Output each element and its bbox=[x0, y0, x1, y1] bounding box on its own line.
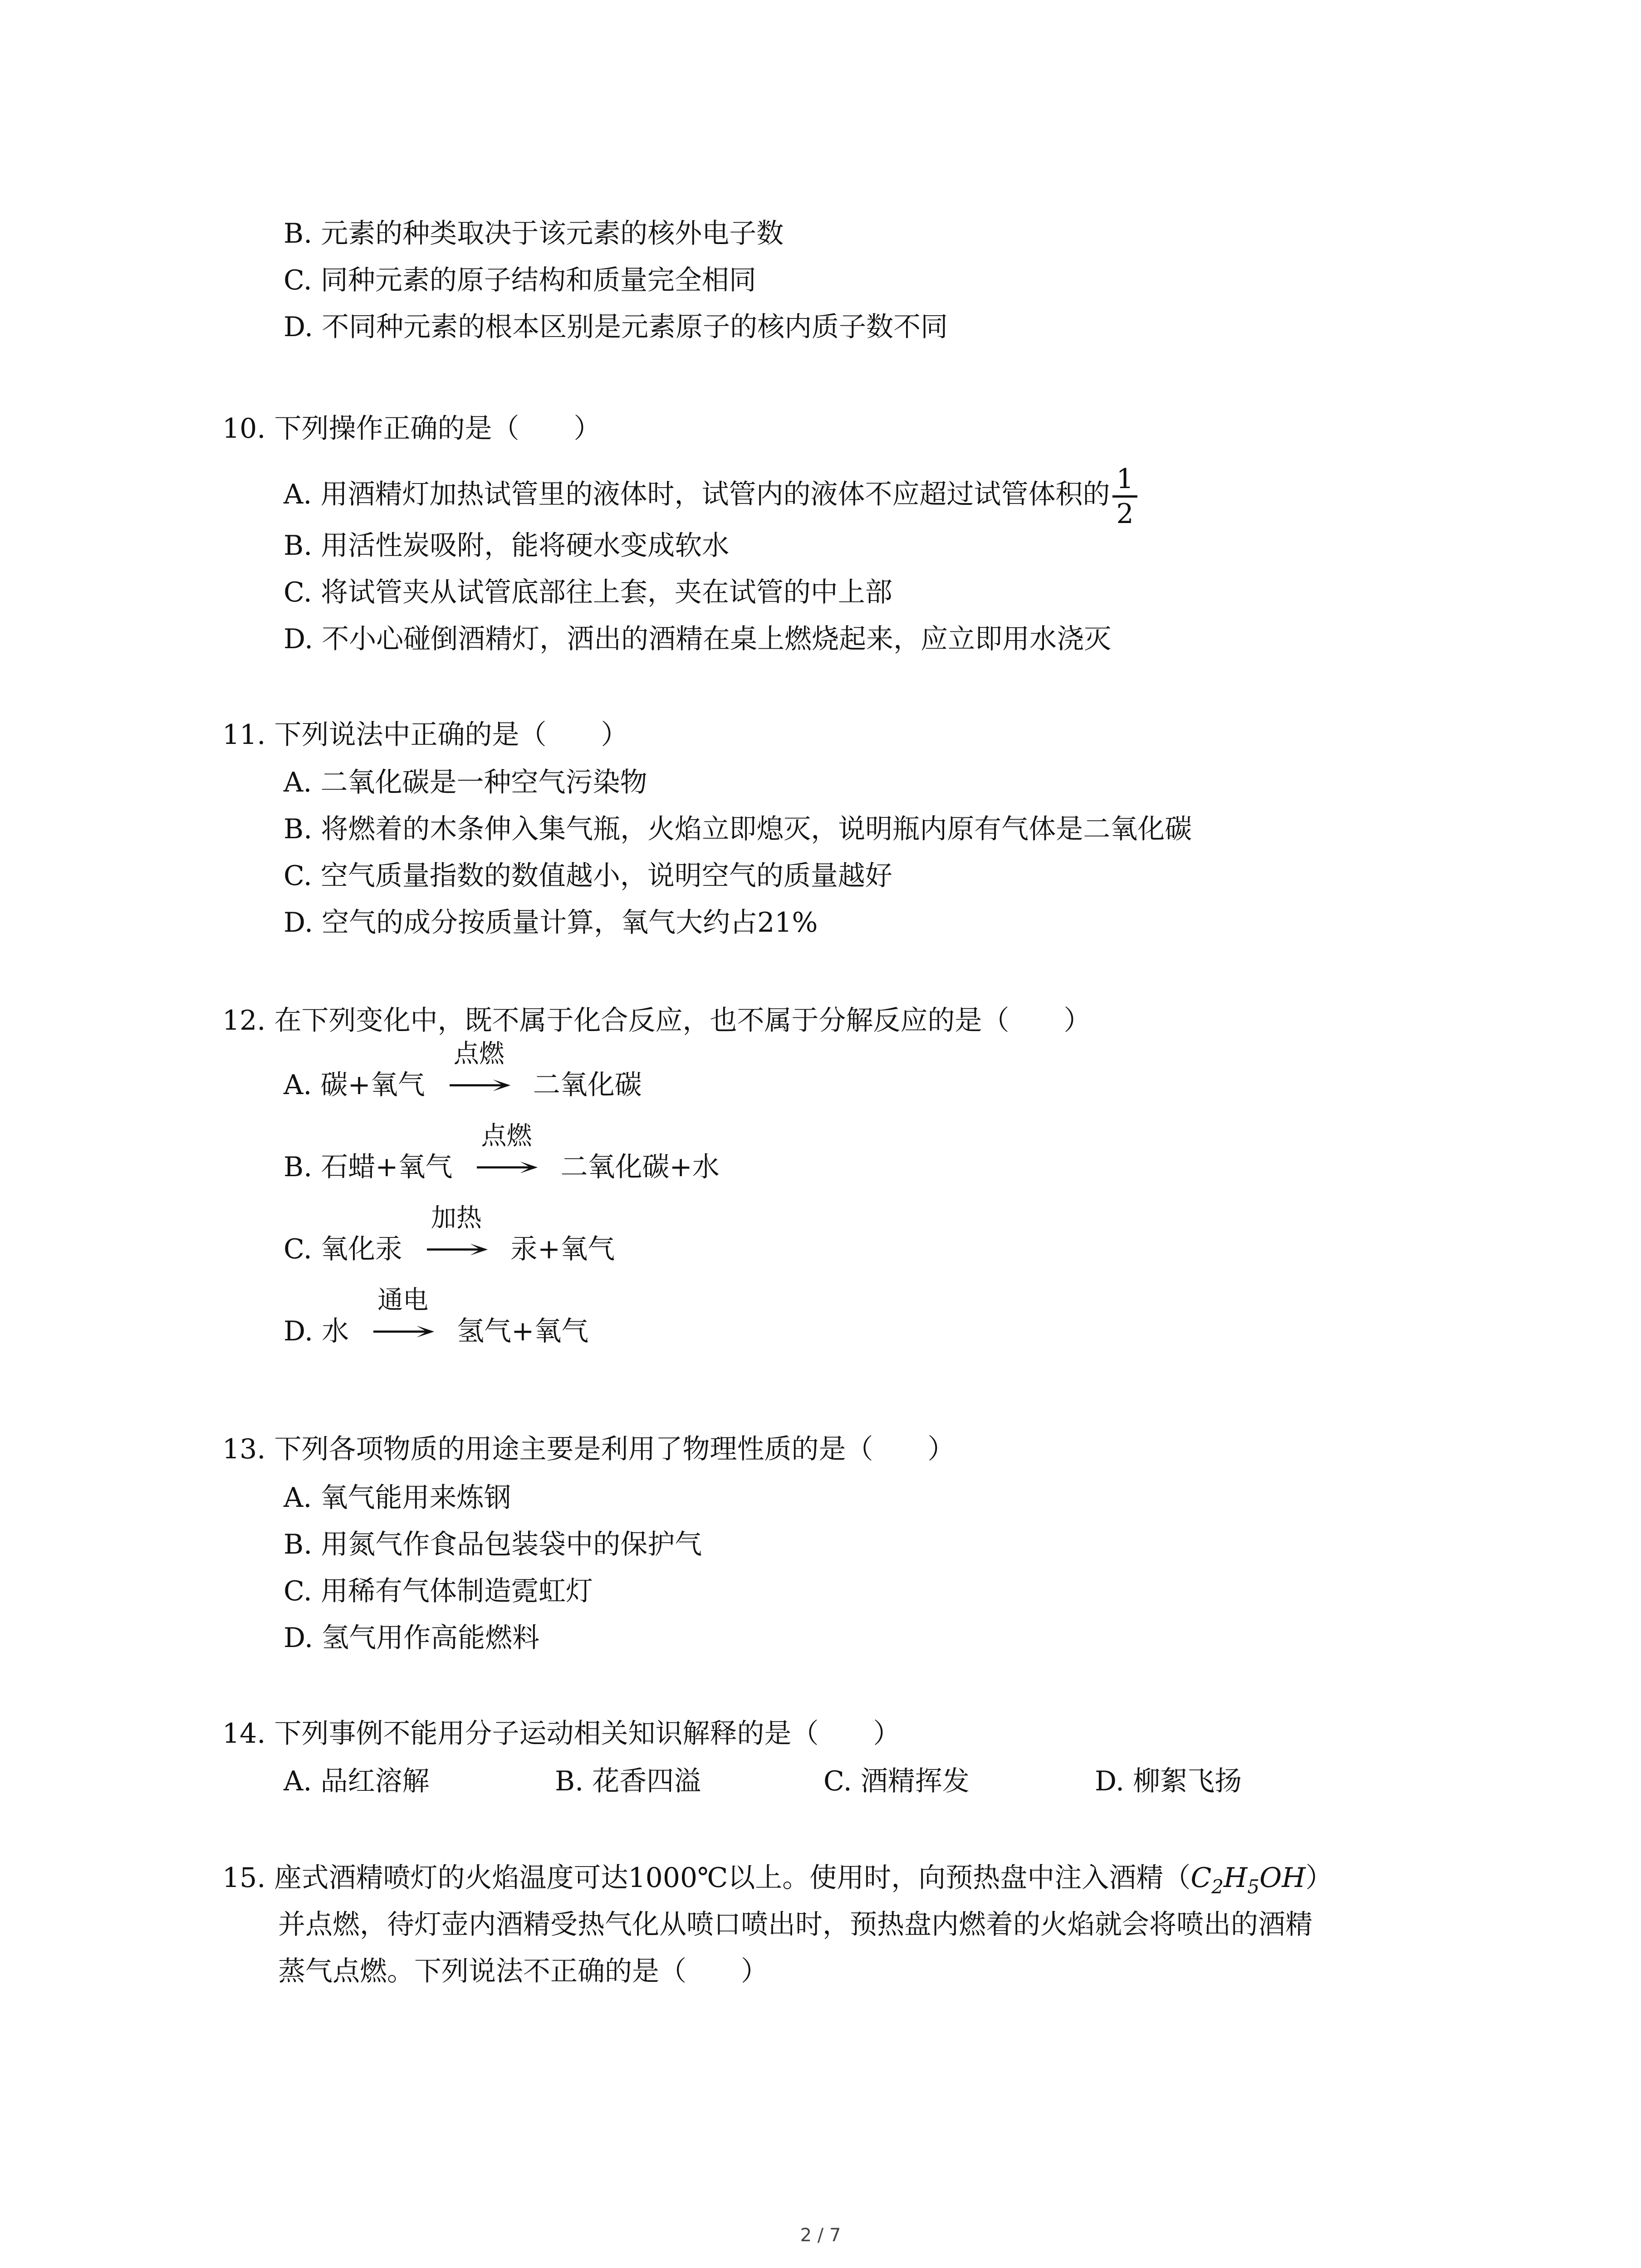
fraction-numerator: 1 bbox=[1112, 463, 1137, 498]
q15-line-1 bbox=[222, 1860, 1333, 1905]
q12-c-products: 汞+氧气 bbox=[510, 1233, 615, 1265]
q10-option-d: D. 不小心碰倒酒精灯，洒出的酒精在桌上燃烧起来，应立即用水浇灭 bbox=[284, 623, 1112, 655]
q9-option-b: B. 元素的种类取决于该元素的核外电子数 bbox=[284, 218, 784, 249]
q12-option-c bbox=[284, 1203, 615, 1267]
formula-hydrogen: H bbox=[1223, 1862, 1248, 1894]
q12-b-products: 二氧化碳+水 bbox=[560, 1151, 720, 1183]
q15-line-1-close: ） bbox=[1305, 1862, 1333, 1894]
fraction-one-half bbox=[1112, 463, 1137, 530]
formula-carbon: C bbox=[1190, 1862, 1212, 1894]
reaction-condition: 加热 bbox=[431, 1203, 482, 1233]
q12-c-reactants: C. 氧化汞 bbox=[284, 1233, 402, 1265]
q12-stem: 12. 在下列变化中，既不属于化合反应，也不属于分解反应的是（ ） bbox=[222, 1005, 1091, 1036]
q12-b-reactants: B. 石蜡+氧气 bbox=[284, 1151, 453, 1183]
q13-option-c: C. 用稀有气体制造霓虹灯 bbox=[284, 1575, 593, 1607]
formula-hydroxyl: OH bbox=[1259, 1862, 1306, 1894]
q12-option-d bbox=[284, 1286, 589, 1349]
q15-line-3: 蒸气点燃。下列说法不正确的是（ ） bbox=[278, 1955, 768, 1987]
ethanol-formula bbox=[1190, 1862, 1306, 1898]
arrow-right-icon: → bbox=[445, 1069, 514, 1101]
formula-subscript-2: 2 bbox=[1211, 1876, 1224, 1898]
reaction-arrow bbox=[404, 1203, 509, 1267]
formula-subscript-5: 5 bbox=[1247, 1876, 1260, 1898]
q13-stem: 13. 下列各项物质的用途主要是利用了物理性质的是（ ） bbox=[222, 1433, 955, 1465]
q13-option-b: B. 用氮气作食品包装袋中的保护气 bbox=[284, 1529, 702, 1560]
q14-options bbox=[0, 1763, 1641, 1799]
q15-line-1-text: 15. 座式酒精喷灯的火焰温度可达1000℃以上。使用时，向预热盘中注入酒精（ bbox=[222, 1862, 1191, 1894]
q11-option-b: B. 将燃着的木条伸入集气瓶，火焰立即熄灭，说明瓶内原有气体是二氧化碳 bbox=[284, 813, 1192, 845]
reaction-arrow bbox=[455, 1121, 559, 1185]
arrow-right-icon: → bbox=[368, 1315, 437, 1347]
q10-stem: 10. 下列操作正确的是（ ） bbox=[222, 413, 601, 445]
q10-option-c: C. 将试管夹从试管底部往上套，夹在试管的中上部 bbox=[284, 577, 892, 608]
q9-option-c: C. 同种元素的原子结构和质量完全相同 bbox=[284, 264, 756, 296]
q11-option-c: C. 空气质量指数的数值越小，说明空气的质量越好 bbox=[284, 860, 892, 892]
reaction-condition: 点燃 bbox=[453, 1039, 505, 1069]
reaction-arrow bbox=[427, 1039, 531, 1103]
q15-line-2: 并点燃，待灯壶内酒精受热气化从喷口喷出时，预热盘内燃着的火焰就会将喷出的酒精 bbox=[278, 1909, 1313, 1941]
q11-option-d: D. 空气的成分按质量计算，氧气大约占21% bbox=[284, 907, 818, 938]
q12-d-reactants: D. 水 bbox=[284, 1315, 349, 1347]
q10-option-a bbox=[284, 463, 1137, 530]
q12-d-products: 氢气+氧气 bbox=[457, 1315, 589, 1347]
arrow-right-icon: → bbox=[472, 1151, 541, 1183]
q12-option-b bbox=[284, 1121, 720, 1185]
q9-option-d: D. 不同种元素的根本区别是元素原子的核内质子数不同 bbox=[284, 311, 948, 343]
q14-option-c: C. 酒精挥发 bbox=[823, 1765, 970, 1797]
q13-option-a: A. 氧气能用来炼钢 bbox=[284, 1482, 511, 1514]
q13-option-d: D. 氢气用作高能燃料 bbox=[284, 1622, 540, 1654]
q11-stem: 11. 下列说法中正确的是（ ） bbox=[222, 719, 628, 751]
q14-stem: 14. 下列事例不能用分子运动相关知识解释的是（ ） bbox=[222, 1718, 901, 1750]
q10-option-b: B. 用活性炭吸附，能将硬水变成软水 bbox=[284, 530, 730, 562]
q12-option-a bbox=[284, 1039, 642, 1103]
q14-option-a: A. 品红溶解 bbox=[284, 1765, 430, 1797]
reaction-condition: 通电 bbox=[377, 1286, 429, 1315]
q14-option-b: B. 花香四溢 bbox=[555, 1765, 701, 1797]
q14-option-d: D. 柳絮飞扬 bbox=[1095, 1765, 1242, 1797]
page-number: 2 / 7 bbox=[800, 2225, 841, 2246]
reaction-condition: 点燃 bbox=[481, 1121, 532, 1151]
q12-a-products: 二氧化碳 bbox=[533, 1069, 642, 1101]
arrow-right-icon: → bbox=[422, 1233, 491, 1265]
reaction-arrow bbox=[351, 1286, 455, 1349]
fraction-denominator: 2 bbox=[1116, 498, 1134, 530]
q12-a-reactants: A. 碳+氧气 bbox=[284, 1069, 425, 1101]
q11-option-a: A. 二氧化碳是一种空气污染物 bbox=[284, 767, 647, 798]
q10-option-a-text: A. 用酒精灯加热试管里的液体时，试管内的液体不应超过试管体积的 bbox=[284, 479, 1110, 511]
